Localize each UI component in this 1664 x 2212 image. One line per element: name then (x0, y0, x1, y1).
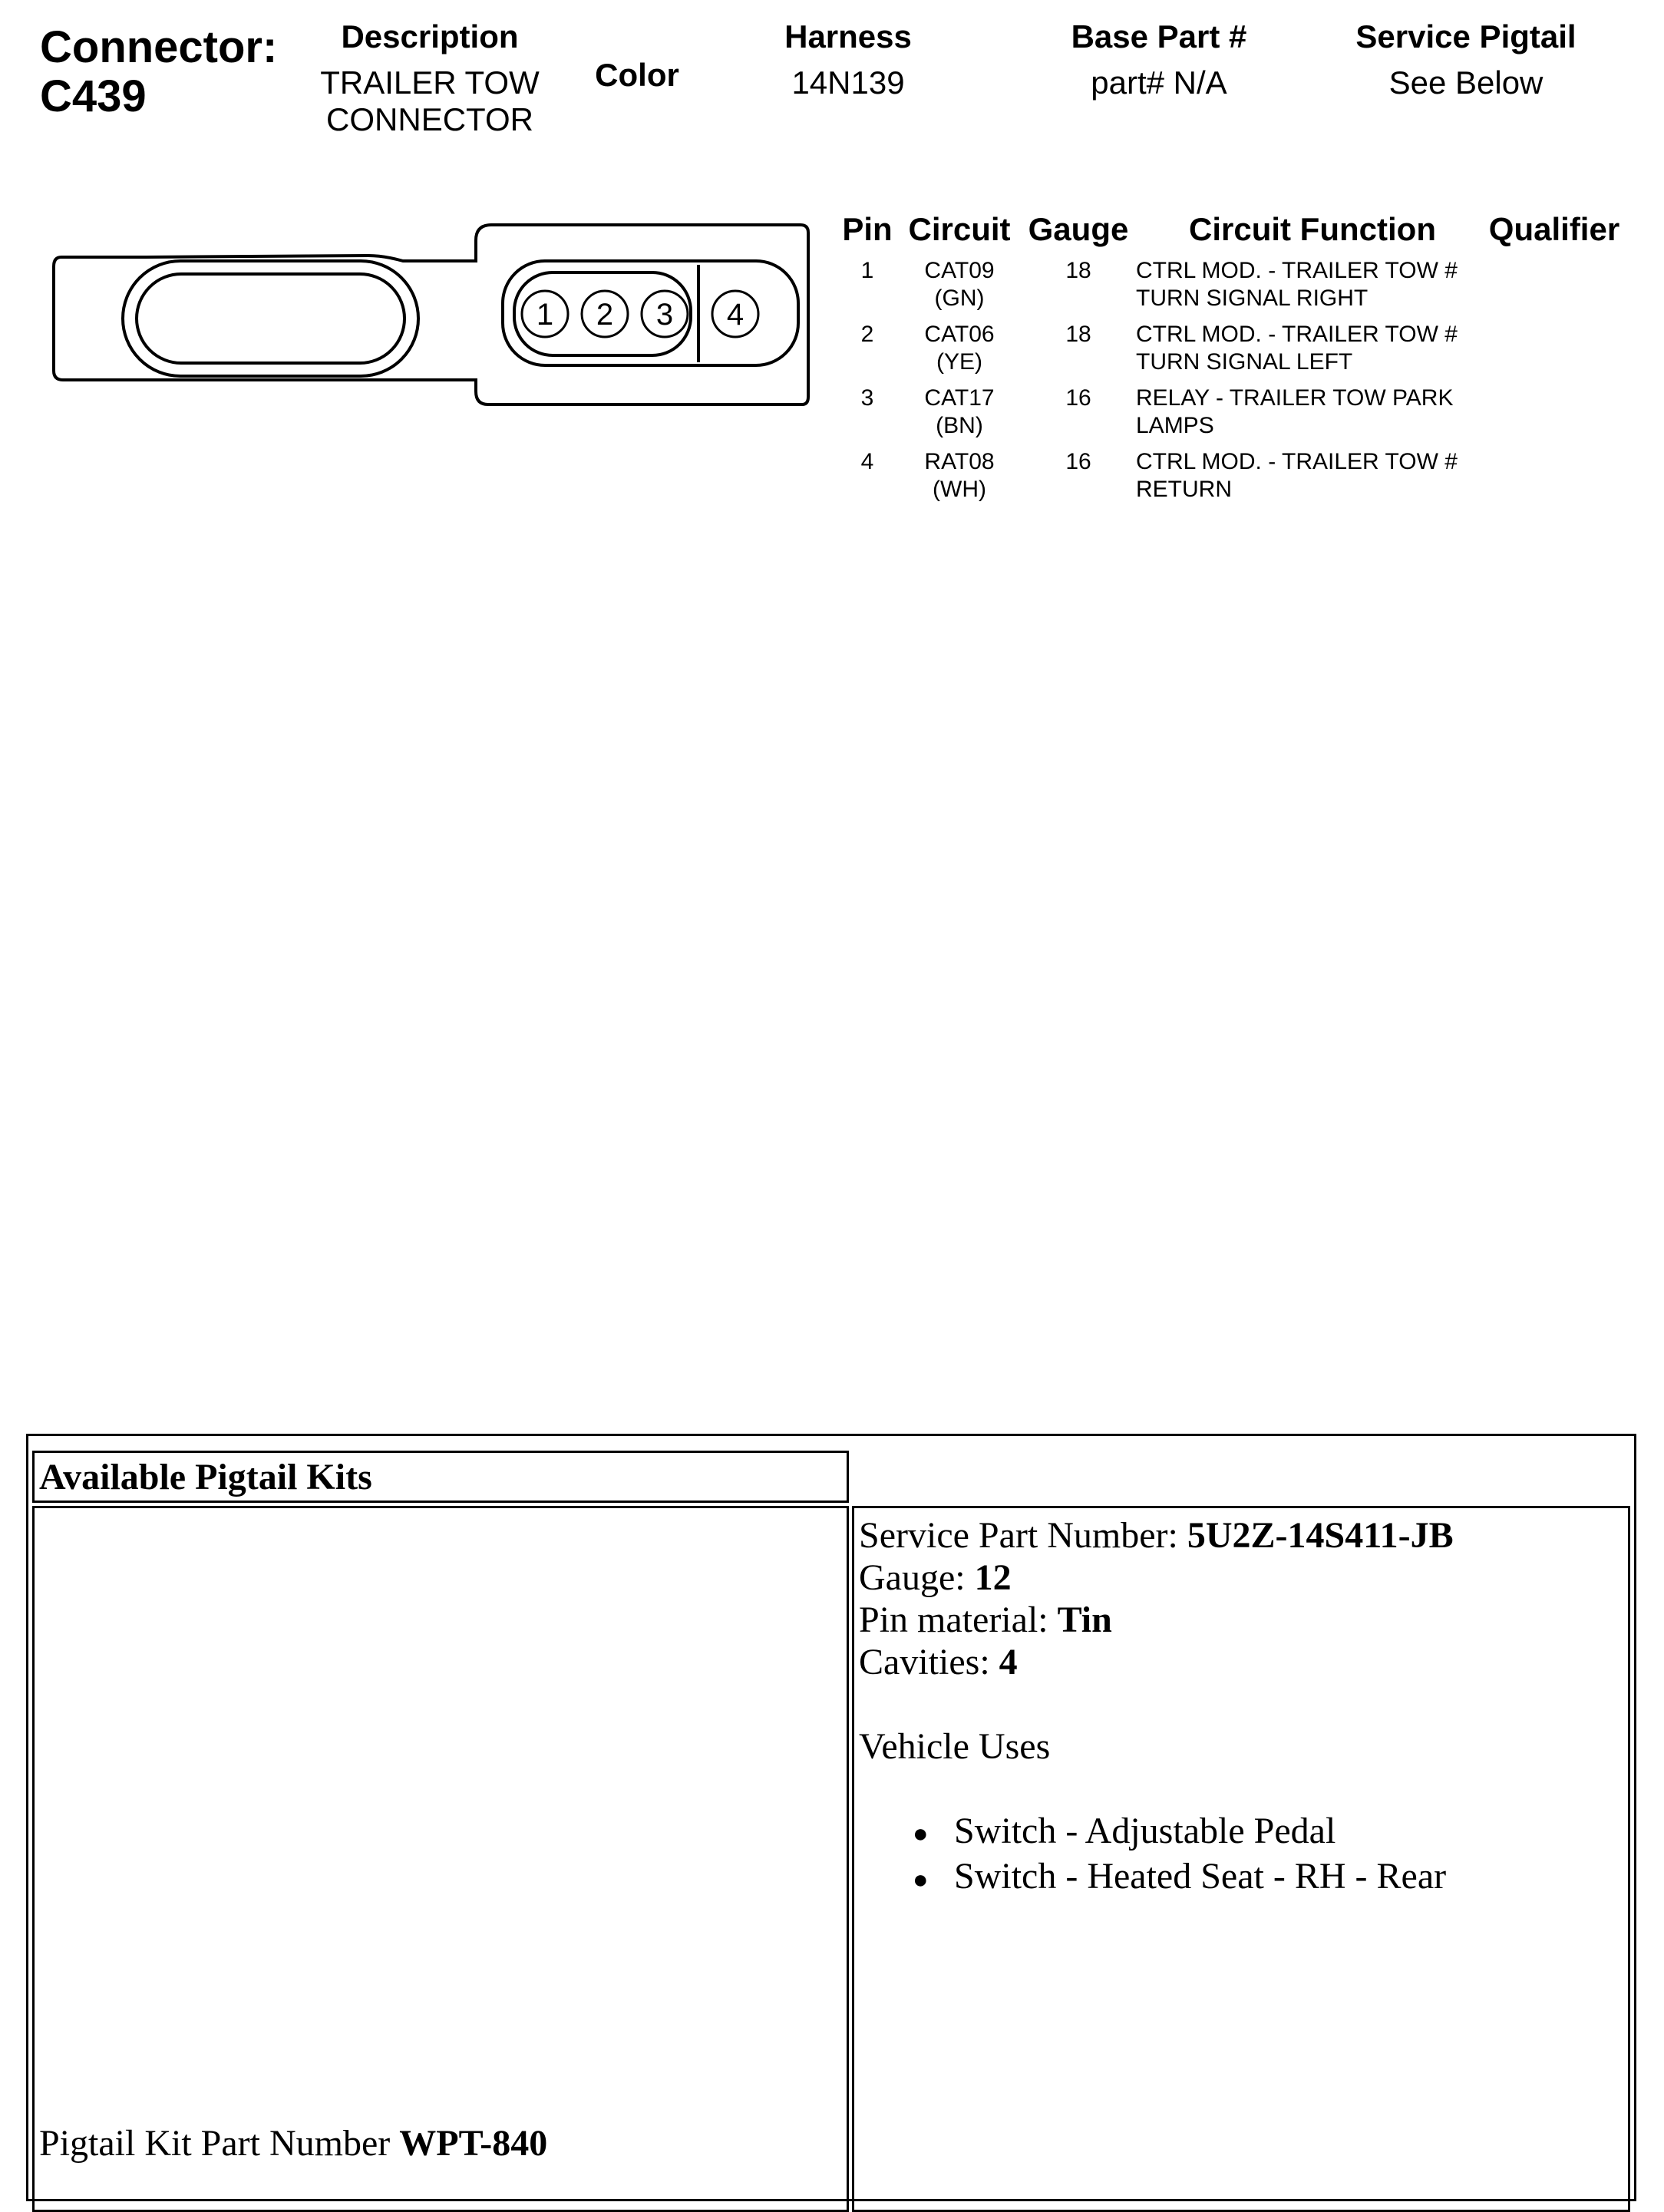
circuit-color: (YE) (936, 349, 982, 375)
service-pigtail-label: Service Pigtail (1355, 18, 1577, 54)
kit-part-value: WPT-840 (399, 2123, 548, 2164)
pin-material-value: Tin (1057, 1600, 1112, 1640)
wire-gauge: 16 (1065, 449, 1091, 474)
col-header-gauge: Gauge (1028, 211, 1129, 247)
connector-latch-outer (123, 261, 418, 376)
circuit-color: (BN) (936, 413, 983, 438)
description-column (299, 18, 560, 138)
cavities-value: 4 (999, 1642, 1018, 1682)
vehicle-use-item: ● Switch - Heated Seat - RH - Rear (859, 1855, 1454, 1900)
circuit-color: (WH) (933, 477, 986, 502)
function-line2: RETURN (1136, 477, 1232, 502)
pigtail-kit-cell (32, 1506, 849, 2212)
circuit-id (906, 321, 1013, 376)
service-pigtail-column (1335, 18, 1596, 101)
vehicle-use-item: ● Switch - Adjustable Pedal (859, 1810, 1454, 1855)
pin-material: Pin material: Tin (859, 1600, 1112, 1640)
pin-4-label: 4 (726, 298, 745, 332)
pigtail-details-cell (852, 1506, 1630, 2212)
connector-title (40, 23, 277, 121)
service-pigtail-value: See Below (1388, 64, 1543, 101)
connector-label: Connector: (40, 22, 278, 72)
pigtail-gauge: Gauge: 12 (859, 1557, 1012, 1598)
circuit-function (1136, 321, 1489, 376)
wire-gauge: 16 (1065, 385, 1091, 411)
circuit-function (1136, 385, 1489, 440)
bullet-icon: ● (913, 1820, 929, 1849)
col-header-qualifier: Qualifier (1488, 211, 1620, 247)
connector-diagram (46, 219, 814, 418)
function-line2: TURN SIGNAL LEFT (1136, 349, 1353, 375)
pigtail-title: Available Pigtail Kits (39, 1457, 372, 1497)
function-line1: CTRL MOD. - TRAILER TOW # (1136, 322, 1458, 347)
connector-latch-inner (137, 274, 404, 363)
pin-number: 3 (860, 385, 874, 411)
circuit-code: CAT09 (924, 258, 995, 283)
circuit-function (1136, 257, 1489, 312)
wire-gauge: 18 (1065, 322, 1091, 347)
circuit-color: (GN) (934, 286, 985, 311)
cavities: Cavities: 4 (859, 1642, 1018, 1682)
pin-number: 1 (860, 258, 874, 283)
harness-label: Harness (784, 18, 912, 54)
service-part-value: 5U2Z-14S411-JB (1187, 1515, 1454, 1556)
pigtail-kit-part-number (39, 2122, 547, 2164)
harness-value: 14N139 (791, 64, 905, 101)
col-header-pin: Pin (842, 211, 893, 247)
function-line2: LAMPS (1136, 413, 1214, 438)
pin-number: 2 (860, 322, 874, 347)
circuit-code: RAT08 (924, 449, 995, 474)
description-label: Description (341, 18, 519, 54)
bullet-icon: ● (913, 1865, 929, 1894)
description-value-line2: CONNECTOR (326, 101, 533, 137)
harness-column (737, 18, 959, 101)
description-value-line1: TRAILER TOW (320, 64, 540, 101)
vehicle-uses-label: Vehicle Uses (859, 1726, 1051, 1767)
wire-gauge: 18 (1065, 258, 1091, 283)
circuit-code: CAT06 (924, 322, 995, 347)
service-part-number: Service Part Number: 5U2Z-14S411-JB (859, 1515, 1454, 1556)
kit-part-label: Pigtail Kit Part Number (39, 2123, 400, 2164)
pigtail-title-cell (32, 1451, 849, 1503)
col-header-circuit: Circuit (908, 211, 1011, 247)
function-line1: CTRL MOD. - TRAILER TOW # (1136, 449, 1458, 474)
pin-1-label: 1 (536, 298, 554, 332)
function-line2: TURN SIGNAL RIGHT (1136, 286, 1369, 311)
circuit-id (906, 385, 1013, 440)
pigtail-gauge-value: 12 (974, 1557, 1012, 1598)
connector-housing (54, 225, 808, 404)
base-part-value: part# N/A (1091, 64, 1227, 101)
pin-2-label: 2 (596, 298, 614, 332)
connector-id: C439 (40, 71, 147, 121)
color-label: Color (595, 57, 679, 93)
base-part-column (1036, 18, 1282, 101)
circuit-id (906, 257, 1013, 312)
pin-number: 4 (860, 449, 874, 474)
circuit-function (1136, 448, 1489, 503)
function-line1: RELAY - TRAILER TOW PARK (1136, 385, 1454, 411)
pigtail-details (859, 1514, 1454, 1901)
function-line1: CTRL MOD. - TRAILER TOW # (1136, 258, 1458, 283)
circuit-code: CAT17 (924, 385, 995, 411)
base-part-label: Base Part # (1071, 18, 1247, 54)
col-header-circuit-function: Circuit Function (1189, 211, 1436, 247)
pin-3-label: 3 (655, 298, 674, 332)
circuit-id (906, 448, 1013, 503)
